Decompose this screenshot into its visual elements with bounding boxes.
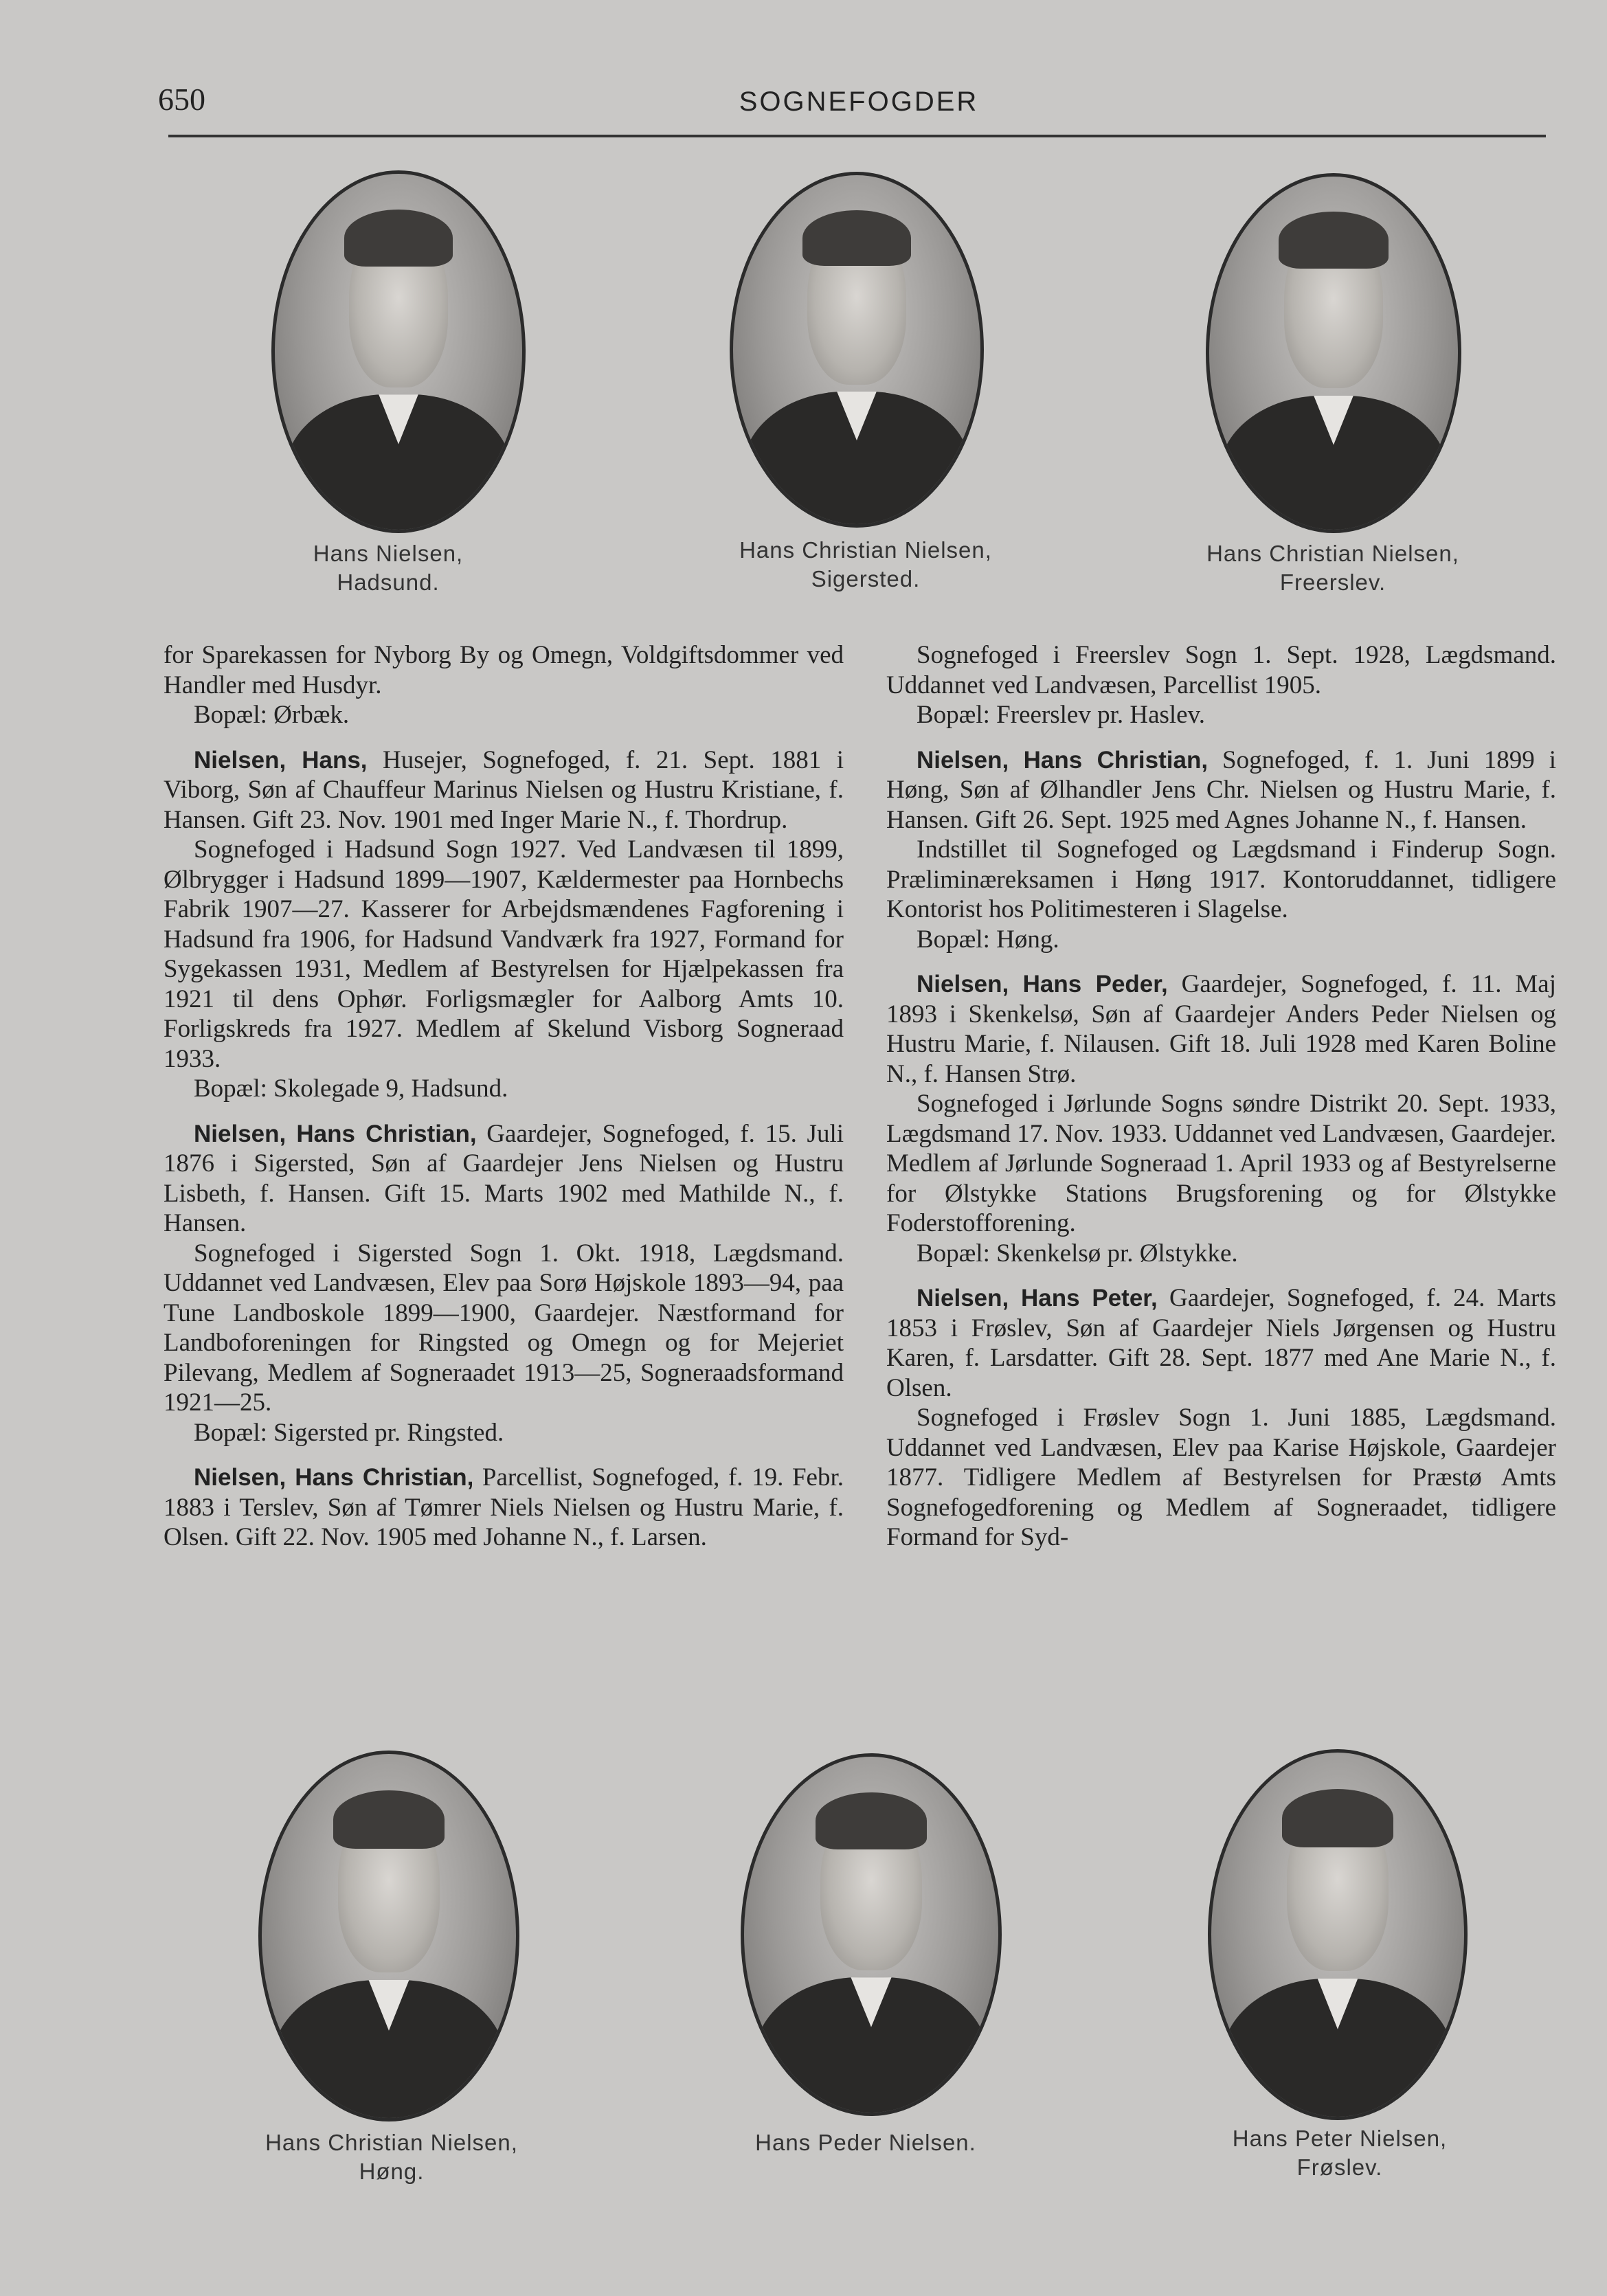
- residence: Bopæl: Sigersted pr. Ringsted.: [194, 1418, 504, 1447]
- entry-hans-peter: Nielsen, Hans Peter, Gaardejer, Sognefoged, f. 24. Marts 1853 i Frøslev, Søn af Gaardejer Niels Jørgensen og Hustru Karen, f. Larsdatter. Gift 28. Sept. 1877 med Ane Marie N., f. Olsen.: [886, 1284, 1556, 1402]
- portrait-photo: [1206, 173, 1461, 533]
- residence: Bopæl: Skolegade 9, Hadsund.: [194, 1074, 508, 1103]
- residence: Bopæl: Freerslev pr. Haslev.: [917, 701, 1205, 729]
- residence: Bopæl: Ørbæk.: [194, 701, 350, 729]
- entry-name: Nielsen, Hans Christian,: [194, 1120, 477, 1147]
- running-head: SOGNEFOGDER: [739, 87, 979, 117]
- portrait-photo: [741, 1753, 1002, 2116]
- paragraph: Sognefoged i Frøslev Sogn 1. Juni 1885, Lægdsmand. Uddannet ved Landvæsen, Elev paa Karise Højskole, Gaardejer 1877. Tidligere Medlem af Bestyrelsen for Præstø Amts Sognefogedforening og Medlem af Sogneraadet, tidligere Formand for Syd-: [886, 1404, 1556, 1551]
- entry-hans-christian-sigersted: Nielsen, Hans Christian, Gaardejer, Sognefoged, f. 15. Juli 1876 i Sigersted, Søn af Gaardejer Jens Nielsen og Hustru Lisbeth, f. Hansen. Gift 15. Marts 1902 med Mathilde N., f. Hansen.: [164, 1119, 844, 1237]
- portrait-photo: [730, 172, 984, 528]
- portrait-caption: Hans Peter Nielsen, Frøslev.: [1232, 2126, 1448, 2180]
- entry-hans-peder: Nielsen, Hans Peder, Gaardejer, Sognefoged, f. 11. Maj 1893 i Skenkelsø, Søn af Gaardejer Anders Peder Nielsen og Hustru Marie, f. Nilausen. Gift 18. Juli 1928 med Karen Boline N., f. Hansen Strø.: [886, 970, 1557, 1088]
- residence: Bopæl: Skenkelsø pr. Ølstykke.: [917, 1239, 1238, 1268]
- paragraph: Sognefoged i Jørlunde Sogns søndre Distrikt 20. Sept. 1933, Lægdsmand 17. Nov. 1933. Uddannet ved Landvæsen, Gaardejer. Medlem af Jørlunde Sogneraad 1. April 1933 og af Bestyrelserne for Ølstykke Stations Brugsforening og for Ølstykke Foderstofforening.: [886, 1090, 1556, 1237]
- portrait-photo: [258, 1751, 519, 2121]
- text-column-right: [886, 640, 1556, 1553]
- paragraph: Sognefoged i Freerslev Sogn 1. Sept. 1928, Lægdsmand. Uddannet ved Landvæsen, Parcellist 1905.: [886, 641, 1556, 699]
- entry-hans-nielsen: Nielsen, Hans, Husejer, Sognefoged, f. 21. Sept. 1881 i Viborg, Søn af Chauffeur Marinus Nielsen og Hustru Kristiane, f. Hansen. Gift 23. Nov. 1901 med Inger Marie N., f. Thordrup.: [164, 745, 844, 834]
- entry-name: Nielsen, Hans Peder,: [917, 971, 1168, 998]
- portrait-caption: Hans Christian Nielsen, Freerslev.: [1206, 541, 1459, 595]
- entry-hans-christian-hoeng: Nielsen, Hans Christian, Sognefoged, f. 1. Juni 1899 i Høng, Søn af Ølhandler Jens Chr. Nielsen og Hustru Marie, f. Hansen. Gift 26. Sept. 1925 med Agnes Johanne N., f. Hansen.: [886, 745, 1556, 834]
- portrait-caption: Hans Peder Nielsen.: [755, 2130, 976, 2155]
- portrait-caption: Hans Christian Nielsen, Høng.: [265, 2130, 518, 2184]
- entry-name: Nielsen, Hans Christian,: [194, 1464, 474, 1491]
- entry-hans-christian-freerslev: Nielsen, Hans Christian, Parcellist, Sognefoged, f. 19. Febr. 1883 i Terslev, Søn af Tømrer Niels Nielsen og Hustru Marie, f. Olsen. Gift 22. Nov. 1905 med Johanne N., f. Larsen.: [164, 1463, 844, 1551]
- portrait-photo: [271, 170, 526, 533]
- portrait-caption: Hans Nielsen, Hadsund.: [313, 541, 464, 595]
- residence: Bopæl: Høng.: [917, 925, 1059, 954]
- entry-name: Nielsen, Hans,: [194, 746, 368, 774]
- entry-name: Nielsen, Hans Peter,: [917, 1285, 1158, 1312]
- paragraph: Indstillet til Sognefoged og Lægdsmand i Finderup Sogn. Præliminæreksamen i Høng 1917. Kontoruddannet, tidligere Kontorist hos Politimesteren i Slagelse.: [886, 835, 1556, 923]
- portrait-photo: [1208, 1749, 1468, 2120]
- paragraph: for Sparekassen for Nyborg By og Omegn, Voldgiftsdommer ved Handler med Husdyr.: [164, 641, 844, 699]
- text-column-left: [164, 640, 844, 1553]
- paragraph: Sognefoged i Hadsund Sogn 1927. Ved Landvæsen til 1899, Ølbrygger i Hadsund 1899—1907, Kældermester paa Hornbechs Fabrik 1907—27. Kasserer for Arbejdsmændenes Fagforening i Hadsund fra 1906, for Hadsund Vandværk fra 1927, Formand for Sygekassen 1931, Medlem af Bestyrelsen for Hjælpekassen fra 1921 til dens Ophør. Forligsmægler for Aalborg Amts 10. Forligskreds fra 1927. Medlem af Skelund Visborg Sogneraad 1933.: [164, 835, 844, 1073]
- header-rule: [168, 135, 1546, 137]
- paragraph: Sognefoged i Sigersted Sogn 1. Okt. 1918, Lægdsmand. Uddannet ved Landvæsen, Elev paa Sorø Højskole 1893—94, paa Tune Landboskole 1899—1900, Gaardejer. Næstformand for Landboforeningen for Ringsted og Omegn og for Mejeriet Pilevang, Medlem af Sogneraadet 1913—25, Sogneraadsformand 1921—25.: [164, 1239, 844, 1417]
- page-number: 650: [158, 82, 205, 117]
- entry-name: Nielsen, Hans Christian,: [917, 746, 1209, 774]
- portrait-caption: Hans Christian Nielsen, Sigersted.: [739, 537, 992, 592]
